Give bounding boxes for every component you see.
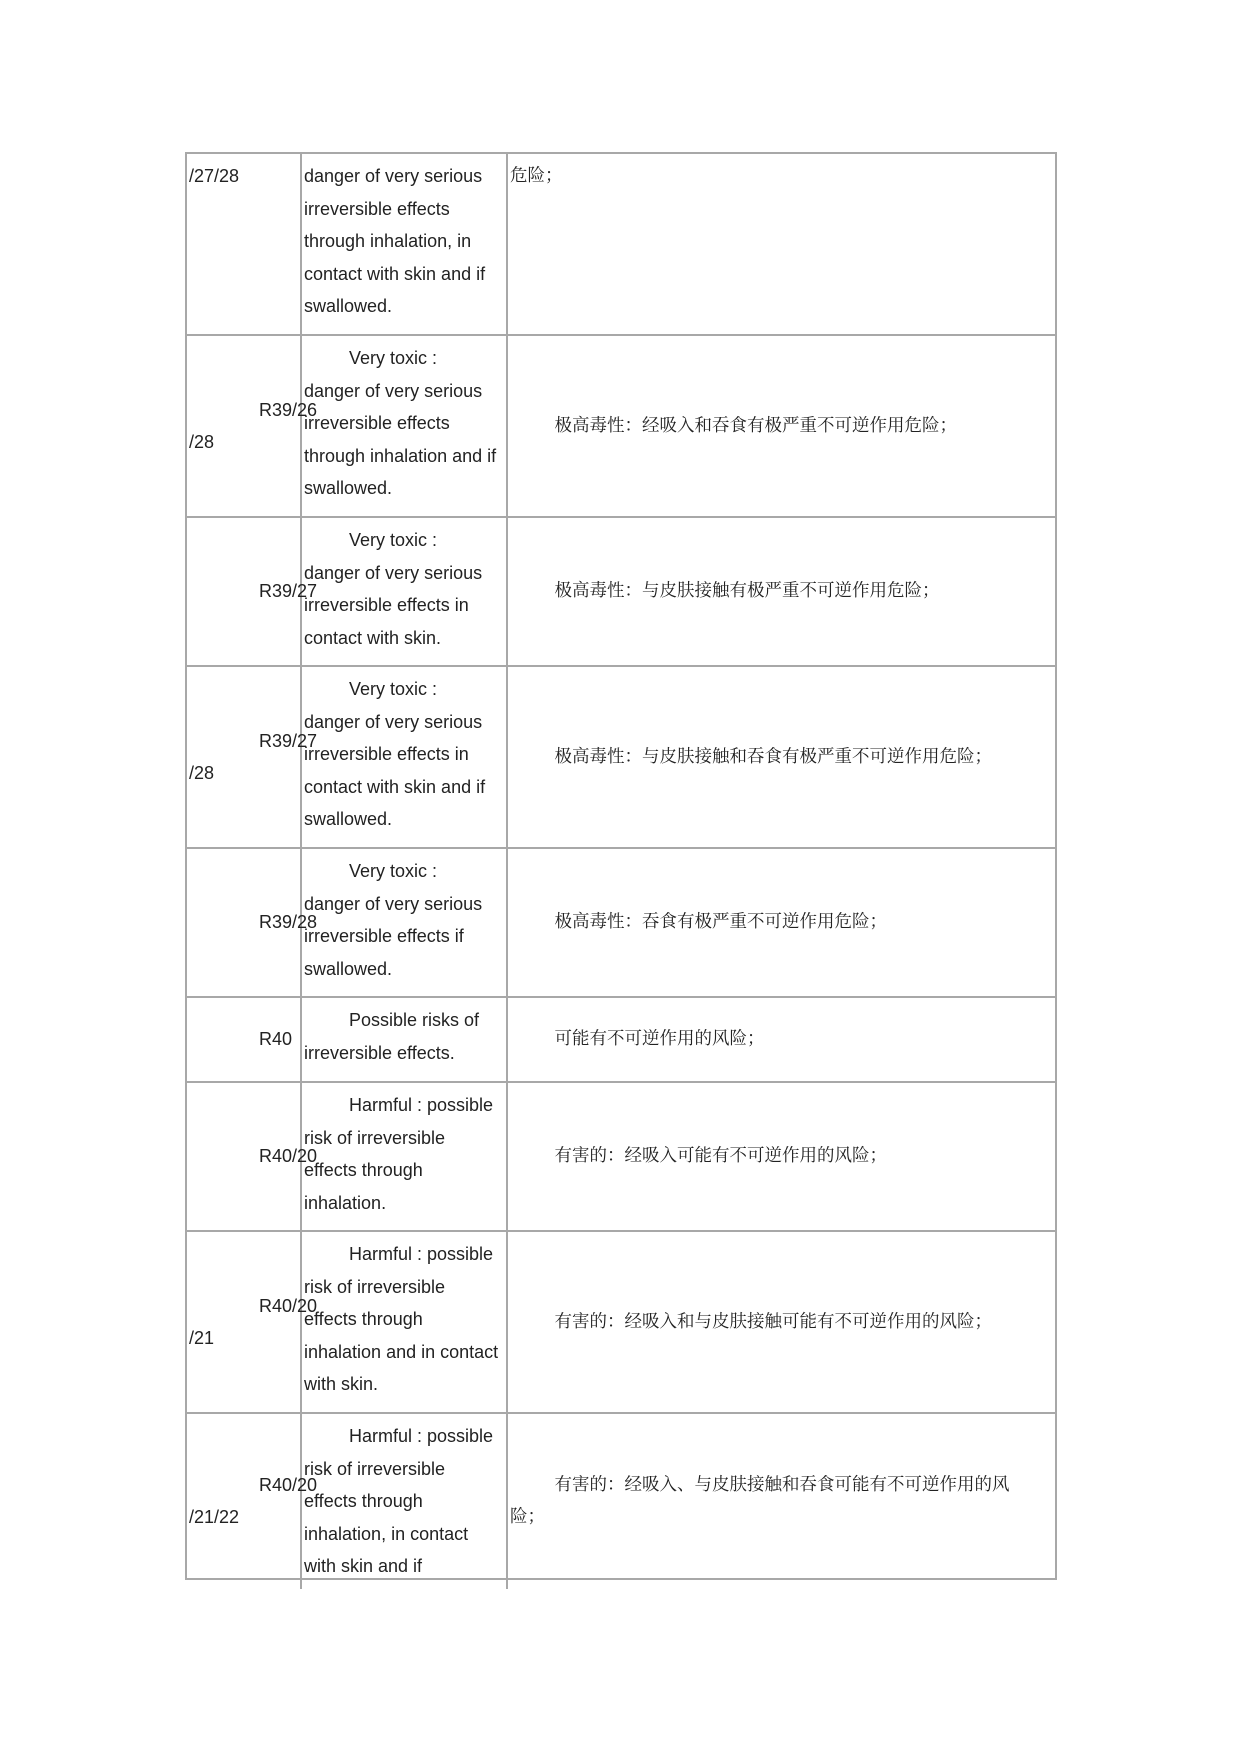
chinese-description: 有害的：经吸入可能有不可逆作用的风险； (510, 1146, 888, 1167)
chinese-description-cell (508, 1083, 1055, 1230)
table-row (187, 1230, 1055, 1412)
risk-code: R40/20 /21/22 (189, 1474, 318, 1528)
chinese-description-cell (508, 336, 1055, 516)
chinese-description-cell (508, 154, 1055, 334)
risk-code-cell (187, 998, 302, 1081)
table-row (187, 1412, 1055, 1578)
chinese-description-cell (508, 518, 1055, 665)
risk-code: R40/20 (189, 1146, 318, 1167)
risk-code-cell (187, 1232, 318, 1412)
chinese-description-cell (508, 1414, 1055, 1589)
english-description: Harmful : possible risk of irreversible effects through inhalation and in contact with skin. (302, 1232, 508, 1412)
risk-code-cell (187, 1414, 318, 1589)
risk-code-cell (187, 1083, 318, 1230)
chinese-description: 有害的：经吸入和与皮肤接触可能有不可逆作用的风险； (510, 1311, 993, 1332)
risk-code: R39/27 /28 (189, 730, 318, 783)
risk-code-cell (187, 849, 318, 996)
chinese-description: 极高毒性：与皮肤接触和吞食有极严重不可逆作用危险； (510, 746, 993, 767)
table-row (187, 334, 1055, 516)
table-row (187, 516, 1055, 665)
chinese-description: 极高毒性：吞食有极严重不可逆作用危险； (510, 912, 888, 933)
risk-code: R39/27 (189, 581, 318, 602)
table-row (187, 665, 1055, 847)
chinese-description: 极高毒性：与皮肤接触有极严重不可逆作用危险； (510, 581, 940, 602)
english-description: Harmful : possible risk of irreversible effects through inhalation. (302, 1083, 508, 1230)
table-row (187, 154, 1055, 334)
risk-phrases-table (185, 152, 1057, 1580)
risk-code: R39/28 (189, 912, 318, 933)
english-description: danger of very serious irreversible effects through inhalation, in contact with skin and if swallowed. (302, 154, 508, 334)
english-description: Very toxic : danger of very serious irreversible effects through inhalation and if swallowed. (302, 336, 508, 516)
risk-code-cell (187, 518, 318, 665)
chinese-description-cell (508, 849, 1055, 996)
chinese-description: 有害的：经吸入、与皮肤接触和吞食可能有不可逆作用的风 险； (510, 1474, 1010, 1528)
risk-code-cell (187, 336, 318, 516)
risk-code: R39/26 /28 (189, 399, 318, 452)
chinese-description-cell (508, 1232, 1055, 1412)
english-description: Very toxic : danger of very serious irreversible effects in contact with skin and if swallowed. (302, 667, 508, 847)
table-row (187, 1081, 1055, 1230)
risk-code: R40 (189, 1029, 293, 1050)
risk-code-cell (187, 154, 302, 334)
chinese-description-cell (508, 998, 1055, 1081)
table-row (187, 996, 1055, 1081)
table-row (187, 847, 1055, 996)
english-description: Harmful : possible risk of irreversible effects through inhalation, in contact with skin and if (302, 1414, 508, 1589)
risk-code: R40/20 /21 (189, 1295, 318, 1348)
english-description: Possible risks of irreversible effects. (302, 998, 508, 1081)
english-description: Very toxic : danger of very serious irreversible effects if swallowed. (302, 849, 508, 996)
risk-code: /27/28 (189, 166, 240, 186)
english-description: Very toxic : danger of very serious irreversible effects in contact with skin. (302, 518, 508, 665)
chinese-description-cell (508, 667, 1055, 847)
chinese-description: 危险； (510, 166, 563, 186)
chinese-description: 极高毒性：经吸入和吞食有极严重不可逆作用危险； (510, 415, 958, 436)
risk-code-cell (187, 667, 318, 847)
chinese-description: 可能有不可逆作用的风险； (510, 1029, 765, 1050)
